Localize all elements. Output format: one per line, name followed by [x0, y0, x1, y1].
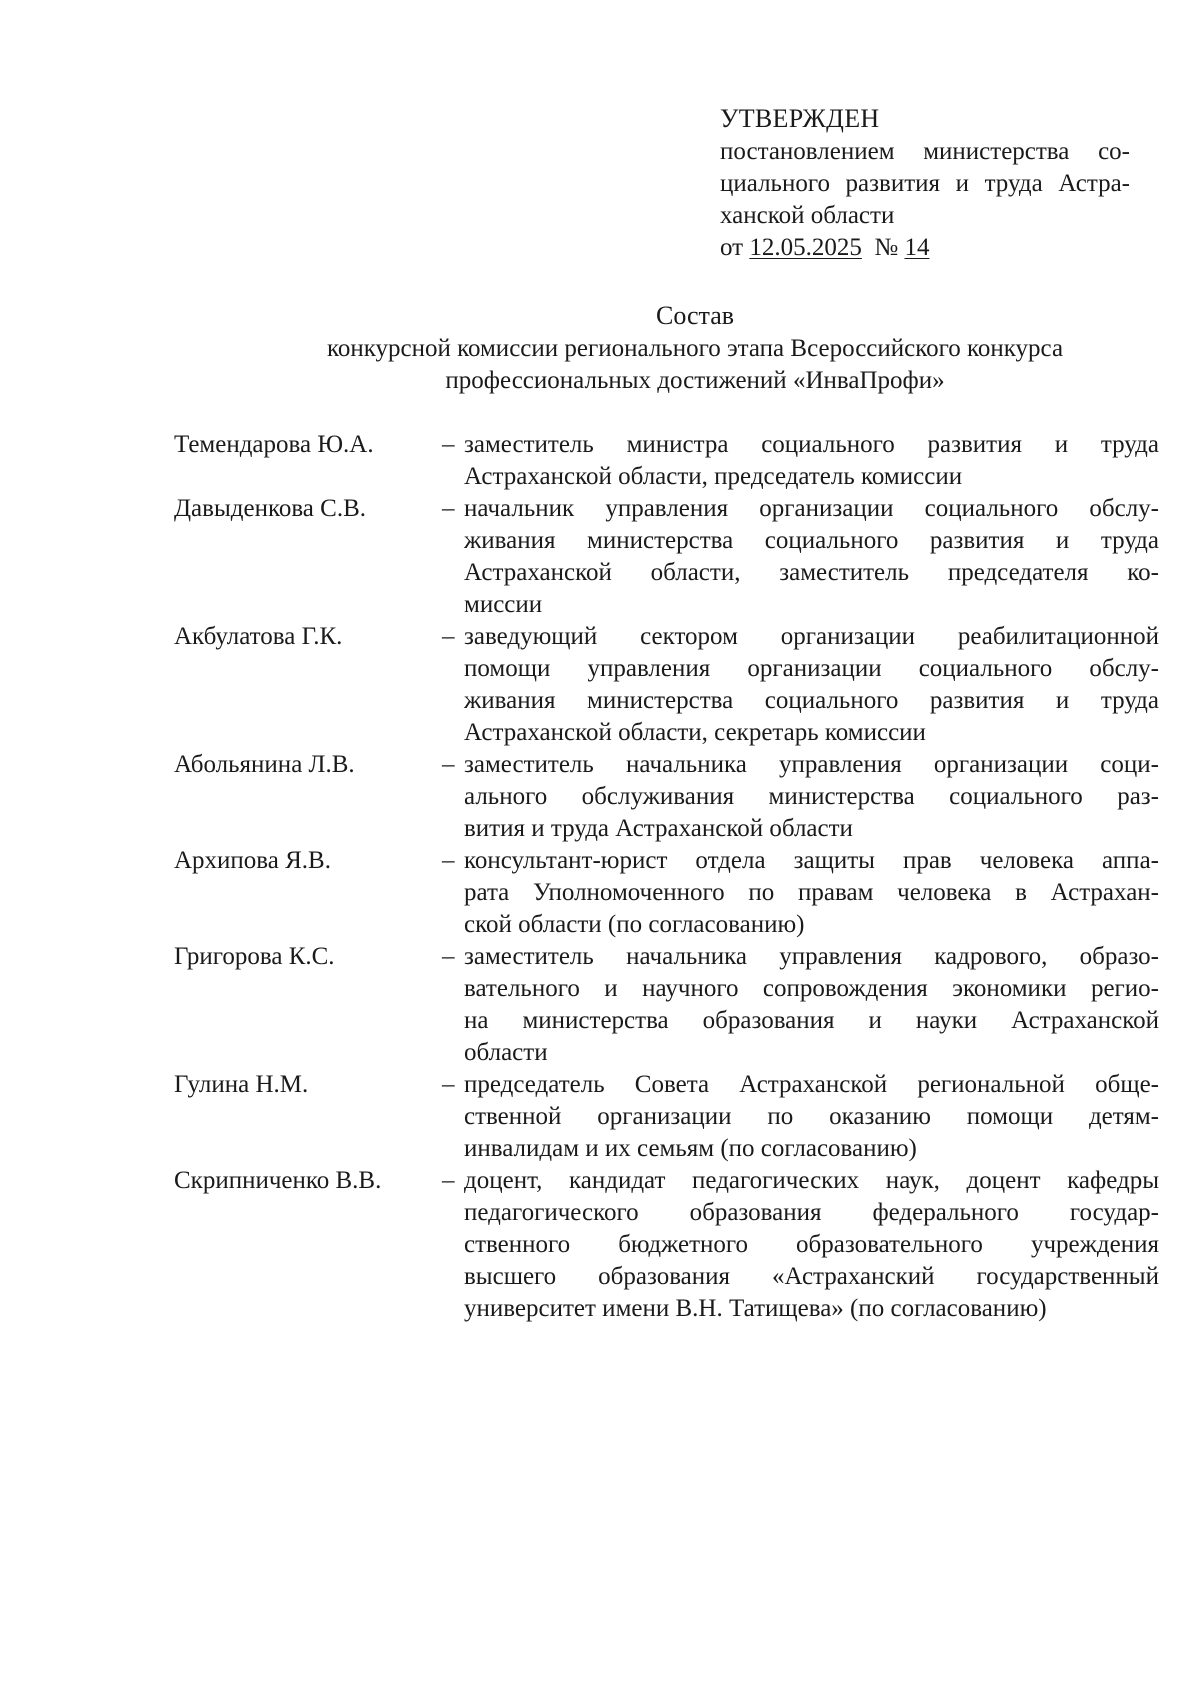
approval-line: ханской области [720, 202, 895, 229]
member-description-line: на министерства образования и науки Астраханской [464, 1007, 1159, 1034]
member-description [464, 429, 1159, 493]
member-description-line: Астраханской области, секретарь комиссии [464, 719, 926, 746]
member-dash: – [442, 431, 455, 458]
member-description [464, 845, 1159, 941]
member-description-line: помощи управления организации социального обслу- [464, 655, 1159, 682]
member-description-line: вития и труда Астраханской области [464, 815, 853, 842]
heading-line: профессиональных достижений «ИнваПрофи» [445, 367, 945, 394]
approval-line: циального развития и труда Астра- [720, 170, 1130, 197]
member-description-line: рата Уполномоченного по правам человека в Астрахан- [464, 879, 1159, 906]
member-description-line: Астраханской области, заместитель председателя ко- [464, 559, 1159, 586]
approval-number: 14 [904, 234, 930, 261]
member-name: Архипова Я.В. [174, 847, 331, 874]
member-description-line: заместитель начальника управления кадрового, образо- [464, 943, 1159, 970]
member-description-line: председатель Совета Астраханской региональной обще- [464, 1071, 1159, 1098]
member-description-line: области [464, 1039, 548, 1066]
member-description-line: консультант-юрист отдела защиты прав человека аппа- [464, 847, 1159, 874]
member-description-line: заместитель начальника управления организации соци- [464, 751, 1159, 778]
member-name: Давыденкова С.В. [174, 495, 366, 522]
date-prefix: от [720, 234, 744, 261]
member-description-line: миссии [464, 591, 543, 618]
approval-title: УТВЕРЖДЕН [720, 104, 880, 133]
member-dash: – [442, 1167, 455, 1194]
heading-line: конкурсной комиссии регионального этапа Всероссийского конкурса [326, 335, 1064, 362]
member-description-line: высшего образования «Астраханский государственный [464, 1263, 1159, 1290]
member-description-line: живания министерства социального развития и труда [464, 527, 1159, 554]
member-name: Абольянина Л.В. [174, 751, 355, 778]
approval-line: постановлением министерства со- [720, 138, 1130, 165]
member-description [464, 941, 1159, 1069]
member-description-line: заведующий сектором организации реабилитационной [464, 623, 1159, 650]
number-prefix: № [874, 234, 899, 261]
member-dash: – [442, 943, 455, 970]
member-name: Григорова К.С. [174, 943, 335, 970]
member-dash: – [442, 751, 455, 778]
member-row [174, 429, 1159, 493]
member-description-line: доцент, кандидат педагогических наук, доцент кафедры [464, 1167, 1159, 1194]
member-description [464, 749, 1159, 845]
member-description [464, 1069, 1159, 1165]
document-heading [170, 299, 1200, 397]
member-description-line: университет имени В.Н. Татищева» (по согласованию) [464, 1295, 1047, 1322]
members-list [174, 429, 1159, 1325]
member-row [174, 1165, 1159, 1325]
member-row [174, 845, 1159, 941]
member-row [174, 941, 1159, 1069]
member-description [464, 621, 1159, 749]
member-description-line: живания министерства социального развития и труда [464, 687, 1159, 714]
member-name: Темендарова Ю.А. [174, 431, 374, 458]
member-name: Скрипниченко В.В. [174, 1167, 382, 1194]
member-dash: – [442, 847, 455, 874]
member-description [464, 1165, 1159, 1325]
member-description-line: начальник управления организации социального обслу- [464, 495, 1159, 522]
member-row [174, 1069, 1159, 1165]
member-description-line: Астраханской области, председатель комиссии [464, 463, 963, 490]
member-description [464, 493, 1159, 621]
member-name: Акбулатова Г.К. [174, 623, 343, 650]
member-row [174, 621, 1159, 749]
approval-date-line [720, 232, 1130, 264]
member-description-line: ственной организации по оказанию помощи детям- [464, 1103, 1159, 1130]
approval-date: 12.05.2025 [749, 234, 862, 261]
member-dash: – [442, 495, 455, 522]
member-description-line: ской области (по согласованию) [464, 911, 805, 938]
member-description-line: педагогического образования федерального государ- [464, 1199, 1159, 1226]
member-description-line: заместитель министра социального развития и труда [464, 431, 1159, 458]
member-dash: – [442, 623, 455, 650]
approval-block [720, 102, 1130, 264]
member-row [174, 493, 1159, 621]
member-description-line: ального обслуживания министерства социального раз- [464, 783, 1159, 810]
member-name: Гулина Н.М. [174, 1071, 309, 1098]
member-description-line: ственного бюджетного образовательного учреждения [464, 1231, 1159, 1258]
member-dash: – [442, 1071, 455, 1098]
heading-title: Состав [655, 301, 735, 330]
member-description-line: вательного и научного сопровождения экономики регио- [464, 975, 1159, 1002]
member-description-line: инвалидам и их семьям (по согласованию) [464, 1135, 917, 1162]
member-row [174, 749, 1159, 845]
